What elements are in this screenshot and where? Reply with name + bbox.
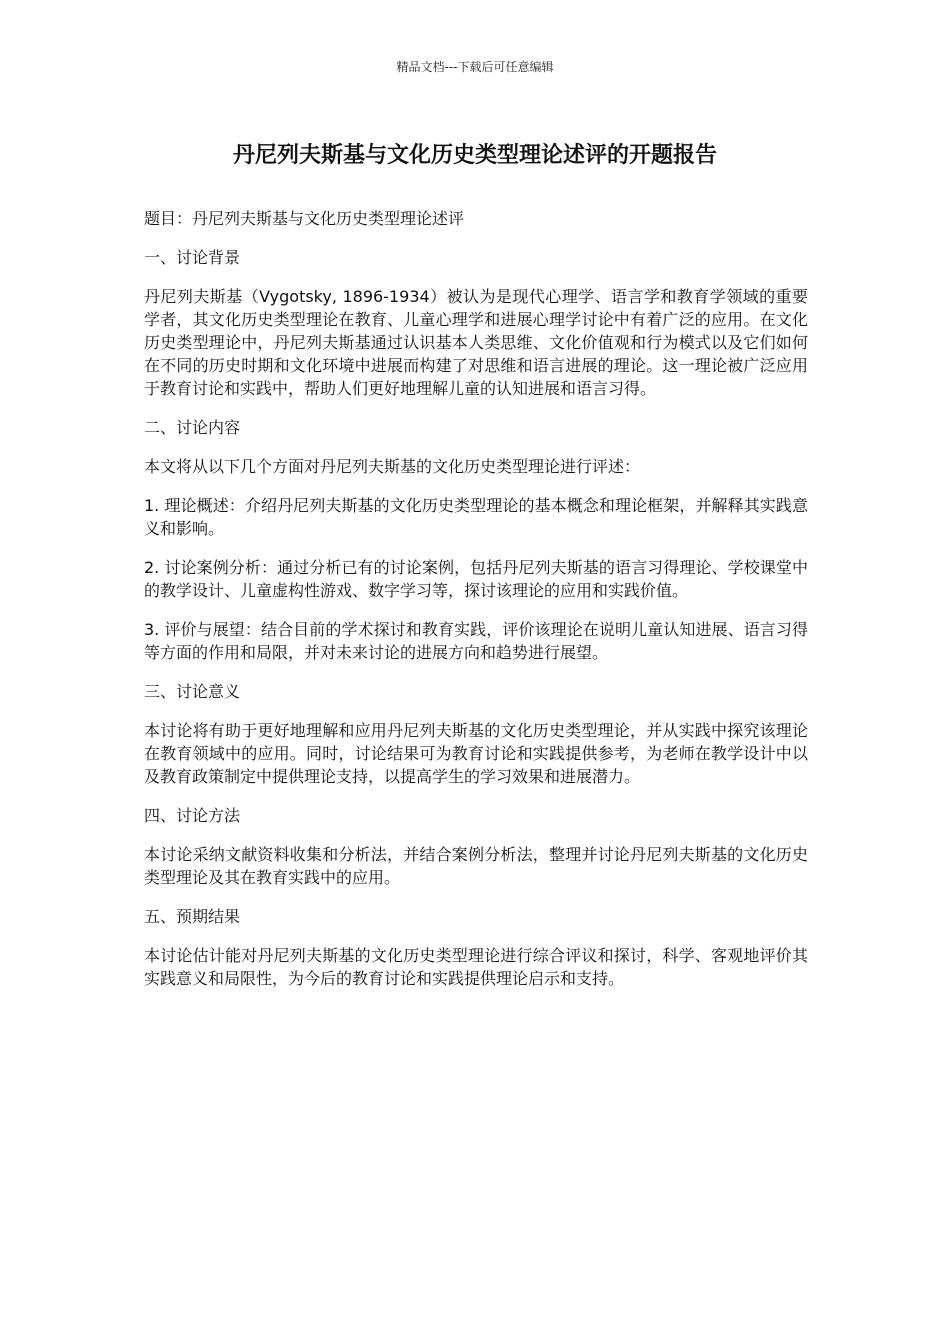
- section-heading-background: 一、讨论背景: [144, 248, 241, 267]
- content-item-2: 2. 讨论案例分析：通过分析已有的讨论案例，包括丹尼列夫斯基的语言习得理论、学校课堂中的教学设计、儿童虚构性游戏、数字学习等，探讨该理论的应用和实践价值。: [144, 558, 808, 600]
- content-item-3: 3. 评价与展望：结合目前的学术探讨和教育实践，评价该理论在说明儿童认知进展、语言习得等方面的作用和局限，并对未来讨论的进展方向和趋势进行展望。: [144, 620, 808, 662]
- section-heading-method: 四、讨论方法: [144, 806, 241, 825]
- expected-results-paragraph: 本讨论估计能对丹尼列夫斯基的文化历史类型理论进行综合评议和探讨，科学、客观地评价其实践意义和局限性，为今后的教育讨论和实践提供理论启示和支持。: [144, 946, 808, 988]
- header-note: 精品文档---下载后可任意编辑: [396, 60, 554, 74]
- content-item-1: 1. 理论概述：介绍丹尼列夫斯基的文化历史类型理论的基本概念和理论框架，并解释其实践意义和影响。: [144, 496, 808, 538]
- content-intro-paragraph: 本文将从以下几个方面对丹尼列夫斯基的文化历史类型理论进行评述：: [144, 457, 641, 476]
- significance-paragraph: 本讨论将有助于更好地理解和应用丹尼列夫斯基的文化历史类型理论，并从实践中探究该理论在教育领域中的应用。同时，讨论结果可为教育讨论和实践提供参考，为老师在教学设计中以及教育政策制定中提供理论支持，以提高学生的学习效果和进展潜力。: [144, 721, 808, 786]
- section-heading-expected-results: 五、预期结果: [144, 907, 241, 926]
- background-paragraph: 丹尼列夫斯基（Vygotsky, 1896-1934）被认为是现代心理学、语言学和教育学领域的重要学者，其文化历史类型理论在教育、儿童心理学和进展心理学讨论中有着广泛的应用。在文化历史类型理论中，丹尼列夫斯基通过认识基本人类思维、文化价值观和行为模式以及它们如何在不同的历史时期和文化环境中进展而构建了对思维和语言进展的理论。这一理论被广泛应用于教育讨论和实践中，帮助人们更好地理解儿童的认知进展和语言习得。: [144, 287, 808, 398]
- section-heading-significance: 三、讨论意义: [144, 682, 241, 701]
- document-title: 丹尼列夫斯基与文化历史类型理论述评的开题报告: [232, 143, 717, 168]
- method-paragraph: 本讨论采纳文献资料收集和分析法，并结合案例分析法，整理并讨论丹尼列夫斯基的文化历史类型理论及其在教育实践中的应用。: [144, 845, 808, 887]
- document-body: [144, 207, 808, 1006]
- subject-line: 题目：丹尼列夫斯基与文化历史类型理论述评: [144, 209, 465, 228]
- section-heading-content: 二、讨论内容: [144, 418, 241, 437]
